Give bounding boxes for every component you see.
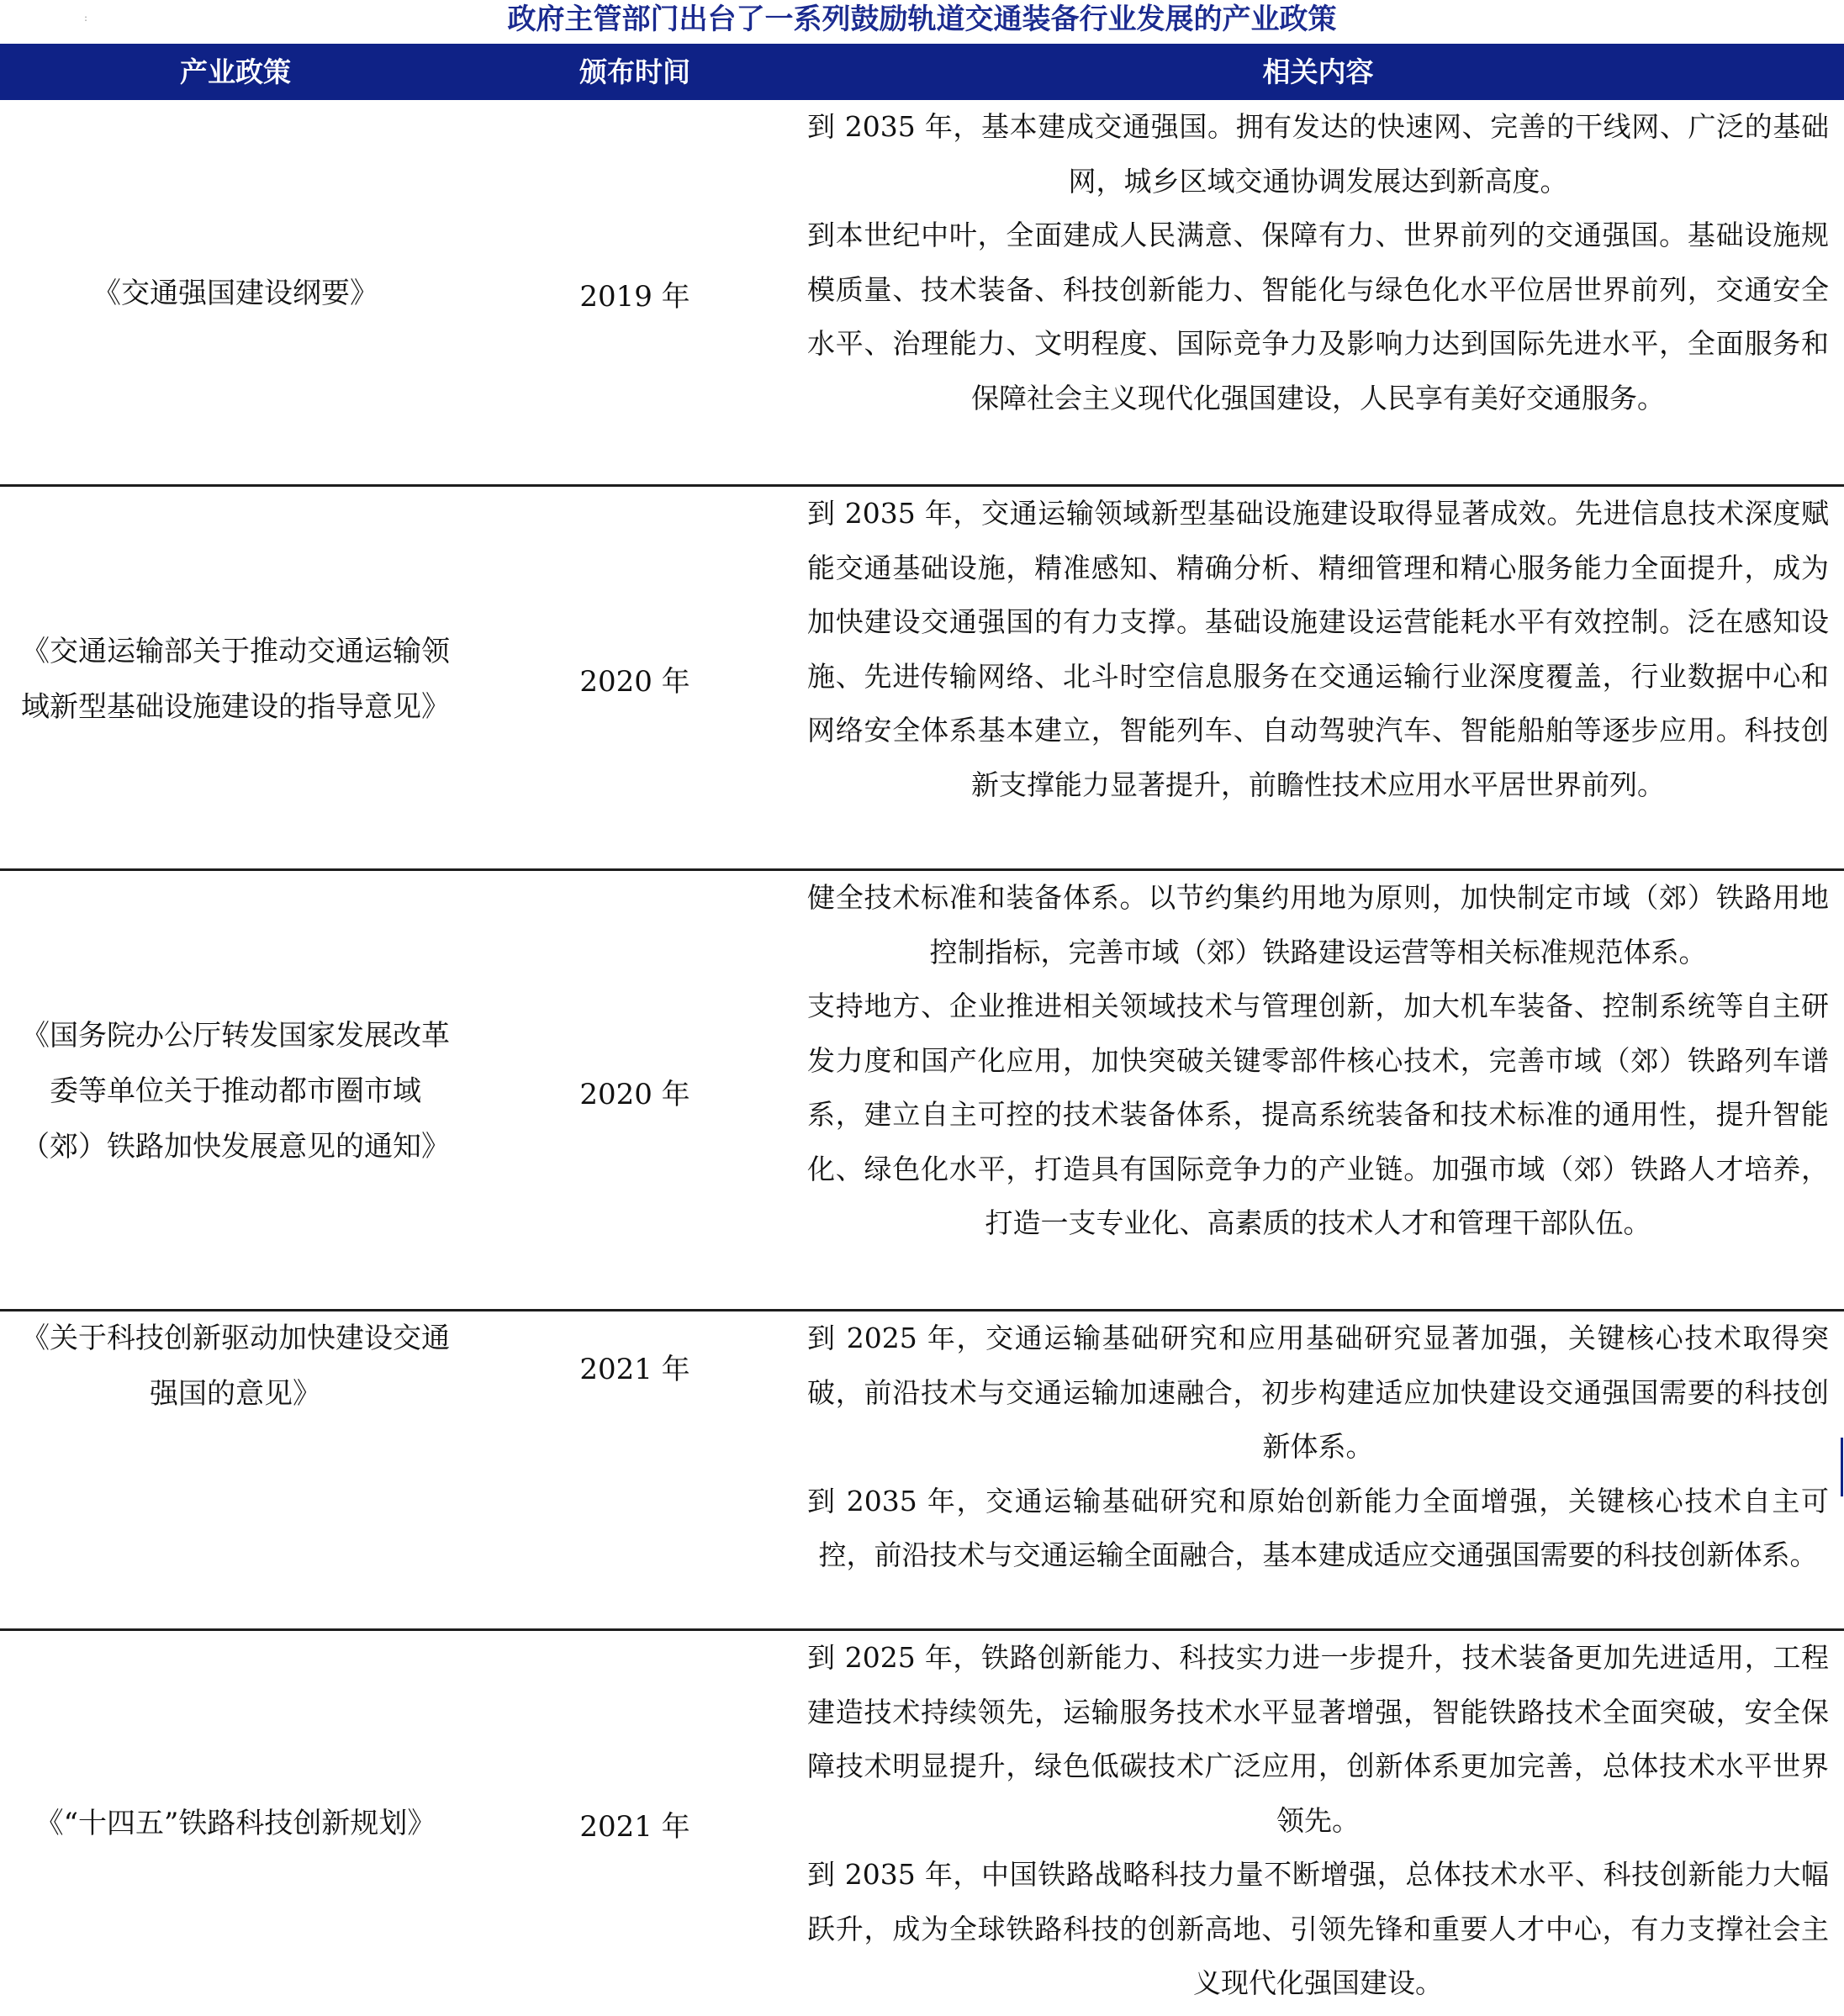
policy-date: 2020 年 [579,1077,690,1111]
policy-name: 《交通强国建设纲要》 [92,277,378,310]
table-row [0,1631,1844,2016]
content-paragraph: 到 2025 年，交通运输基础研究和应用基础研究显著加强，关键核心技术取得突破，前沿技术与交通运输加速融合，初步构建适应加快建设交通强国需要的科技创新体系。 [807,1322,1829,1463]
policy-date: 2020 年 [579,665,690,699]
header-content: 相关内容 [1262,55,1374,88]
policy-name: 《关于科技创新驱动加快建设交通强国的意见》 [21,1322,450,1411]
content-paragraph: 到 2025 年，铁路创新能力、科技实力进一步提升，技术装备更加先进适用，工程建造技术持续领先，运输服务技术水平显著增强，智能铁路技术全面突破，安全保障技术明显提升，绿色低碳技术广泛应用，创新体系更加完善，总体技术水平世界领先。 [807,1641,1829,1837]
policy-name: 《交通运输部关于推动交通运输领域新型基础设施建设的指导意见》 [21,634,450,724]
policy-date: 2021 年 [579,1352,690,1386]
content-paragraph: 到本世纪中叶，全面建成人民满意、保障有力、世界前列的交通强国。基础设施规模质量、技术装备、科技创新能力、智能化与绿色化水平位居世界前列，交通安全水平、治理能力、文明程度、国际竞争力及影响力达到国际先进水平，全面服务和保障社会主义现代化强国建设，人民享有美好交通服务。 [807,219,1829,414]
content-paragraph: 到 2035 年，交通运输基础研究和原始创新能力全面增强，关键核心技术自主可控，前沿技术与交通运输全面融合，基本建成适应交通强国需要的科技创新体系。 [807,1484,1829,1571]
policy-date: 2021 年 [579,1809,690,1844]
decorative-dot: : [84,12,88,24]
table-header [0,44,1844,100]
table-row [0,871,1844,1311]
edge-marker [1841,1438,1843,1496]
header-policy: 产业政策 [180,55,291,88]
policy-name: 《“十四五”铁路科技创新规划》 [34,1807,436,1840]
header-date: 颁布时间 [579,55,690,88]
page-title: 政府主管部门出台了一系列鼓励轨道交通装备行业发展的产业政策 [507,3,1337,36]
content-paragraph: 到 2035 年，基本建成交通强国。拥有发达的快速网、完善的干线网、广泛的基础网，城乡区域交通协调发展达到新高度。 [807,110,1829,198]
table-row [0,487,1844,871]
policy-content [807,487,1829,812]
policy-content [807,1631,1829,2011]
content-paragraph: 支持地方、企业推进相关领域技术与管理创新，加大机车装备、控制系统等自主研发力度和国产化应用，加快突破关键零部件核心技术，完善市域（郊）铁路列车谱系，建立自主可控的技术装备体系，提高系统装备和技术标准的通用性，提升智能化、绿色化水平，打造具有国际竞争力的产业链。加强市域（郊）铁路人才培养，打造一支专业化、高素质的技术人才和管理干部队伍。 [807,990,1829,1239]
policy-name: 《国务院办公厅转发国家发展改革委等单位关于推动都市圈市域（郊）铁路加快发展意见的通知》 [21,1019,450,1164]
content-paragraph: 健全技术标准和装备体系。以节约集约用地为原则，加快制定市域（郊）铁路用地控制指标，完善市域（郊）铁路建设运营等相关标准规范体系。 [807,881,1829,968]
content-paragraph: 到 2035 年，中国铁路战略科技力量不断增强，总体技术水平、科技创新能力大幅跃升，成为全球铁路科技的创新高地、引领先锋和重要人才中心，有力支撑社会主义现代化强国建设。 [807,1858,1829,1999]
content-paragraph: 到 2035 年，交通运输领域新型基础设施建设取得显著成效。先进信息技术深度赋能交通基础设施，精准感知、精确分析、精细管理和精心服务能力全面提升，成为加快建设交通强国的有力支撑。基础设施建设运营能耗水平有效控制。泛在感知设施、先进传输网络、北斗时空信息服务在交通运输行业深度覆盖，行业数据中心和网络安全体系基本建立，智能列车、自动驾驶汽车、智能船舶等逐步应用。科技创新支撑能力显著提升，前瞻性技术应用水平居世界前列。 [807,497,1829,801]
table-row [0,100,1844,487]
policy-content [807,100,1829,425]
policy-content [807,871,1829,1251]
policy-content [807,1311,1829,1583]
table-row [0,1311,1844,1631]
policy-date: 2019 年 [579,279,690,314]
